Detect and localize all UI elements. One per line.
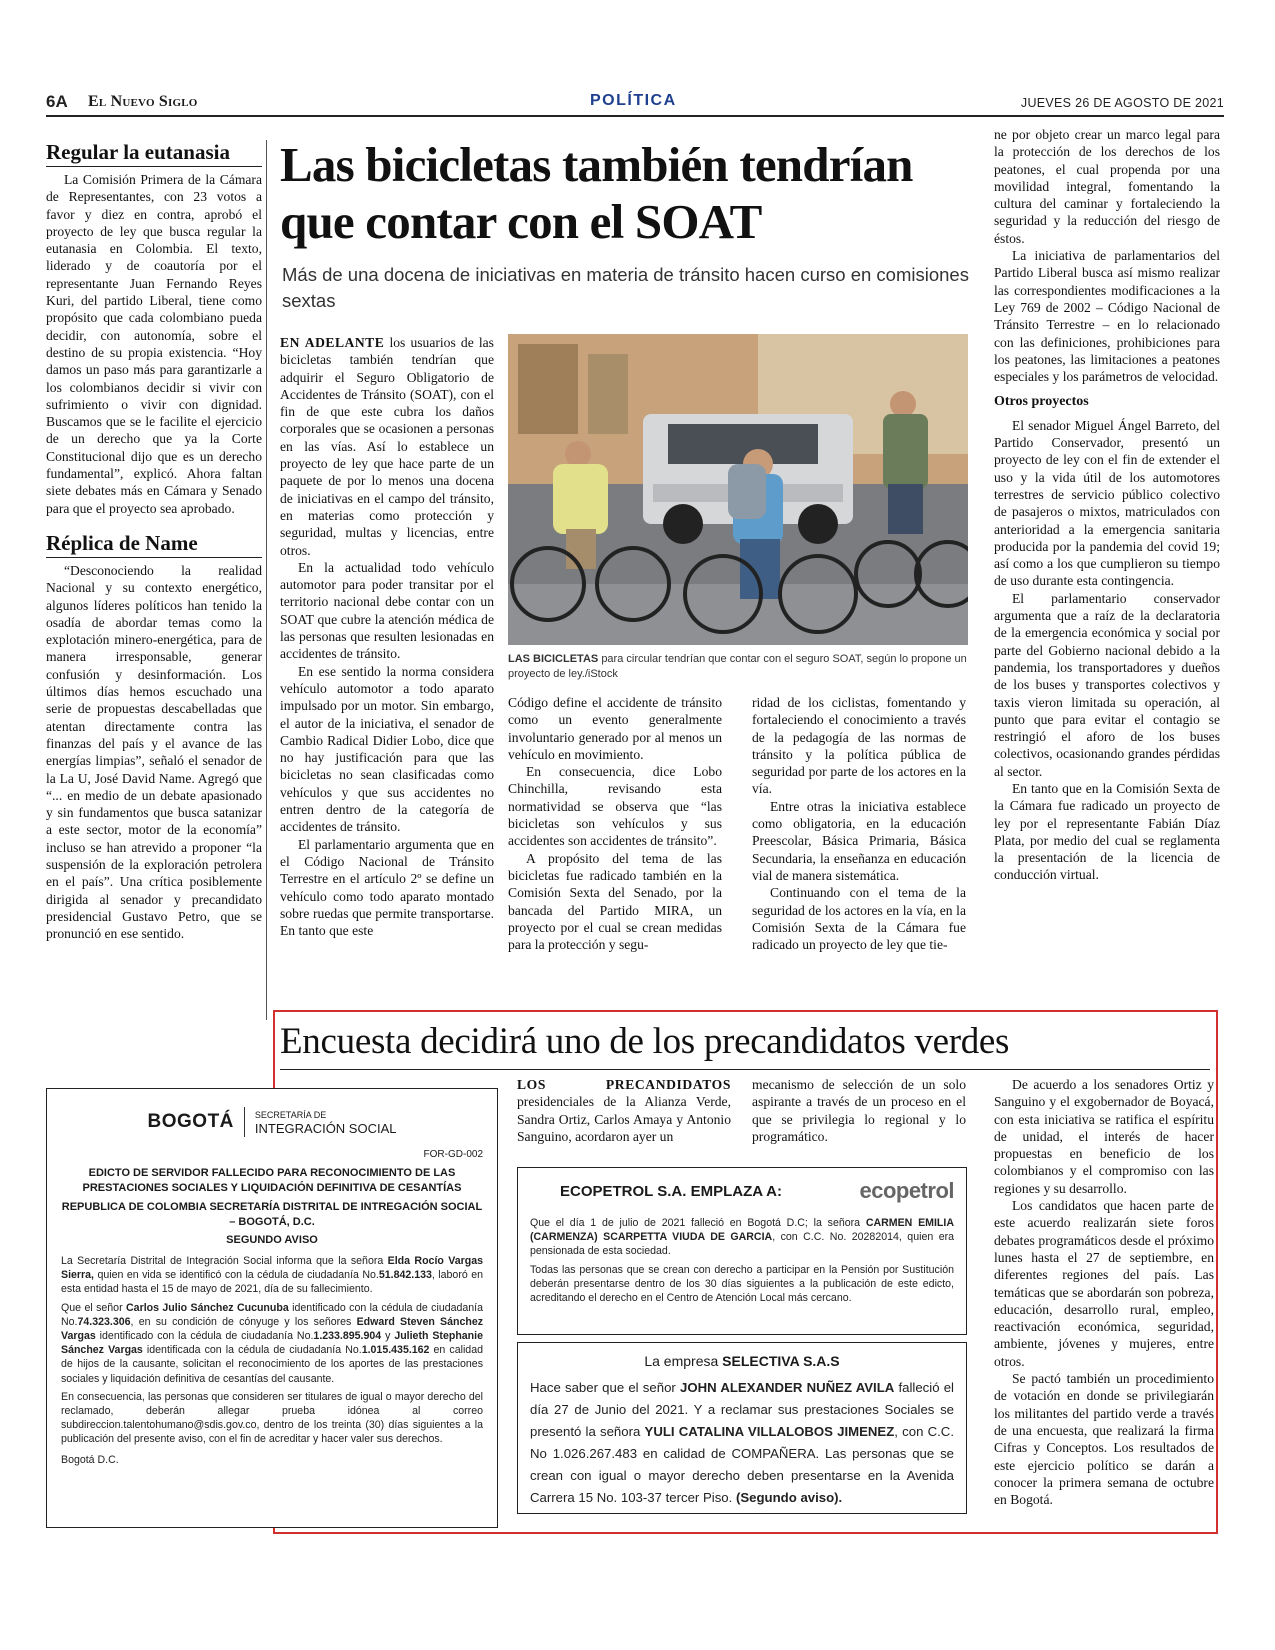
edict-city: Bogotá D.C. [61,1453,119,1466]
photo-caption: LAS BICICLETAS para circular tendrían que contar con el seguro SOAT, según lo propone un proyecto de ley./iStock [508,653,967,680]
main-col-4: ne por objeto crear un marco legal para la protección de los derechos de los peatones, el cual propenda por una movilidad integral, fomentando la cultura del caminar y fortaleciendo la seguridad y la reducción del riesgo de éstos. La iniciativa de parlamentarios del Partido Liberal busca así mismo realizar las correspondientes modificaciones a la Ley 769 de 2002 – Código Nacional de Tránsito Terrestre – en lo relacionado con las definiciones, prohibiciones para los peatones, las limitaciones a peatones especiales y los parámetros de velocidad. Otros proyectos El senador Miguel Ángel Barreto, del Partido Conservador, presentó un proyecto de ley con el fin de extender el uso y la vida útil de los automotores terrestres de servicio público colectivo de pasajeros o mixtos, matriculados con anterioridad a la emergencia sanitaria producida por la pandemia del covid 19; así como a los que cumplieron su tiempo de uso durante esta contingencia. El parlamentario conservador argumenta que a raíz de la declaratoria de la emergencia económica y social por parte del Gobierno nacional debido a la pandemia, los transportadores y dueños de los buses y transportes colectivos y taxis vieron limitada su operación, al punto que para evitar el contagio se restringió el aforo de los buses colectivos, ocasionando grandes pérdidas al sector. En tanto que en la Comisión Sexta de la Cámara fue radicado un proyecto de ley por el representante Fabián Díaz Plata, por medio del cual se reglamenta la presentación de la licencia de conducción virtual. [994,127,1220,883]
main-col-1: EN ADELANTE los usuarios de las bicicletas también tendrían que adquirir el Seguro Obligatorio de Accidentes de Tránsito (SOAT), con el fin de que este cubra los daños corporales que se ocasionen a personas en las vías. Así lo establece un proyecto de ley que hace parte de un paquete de por lo menos una docena de iniciativas en el campo del tránsito, en materias como protección y seguridad, multas y licencias, entre otros. En la actualidad todo vehículo automotor para poder transitar por el territorio nacional debe contar con un SOAT que cubre la atención médica de las personas que resulten lesionadas en accidentes de tránsito. En ese sentido la norma considera vehículo automotor a todo aparato impulsado por un motor. Sin embargo, el autor de la iniciativa, el senador de Cambio Radical Didier Lobo, dice que no hay justificación para que las bicicletas no sean clasificadas como vehículos y que sus accidentes no entren dentro de la categoría de accidentes de tránsito. El parlamentario argumenta que en el Código Nacional de Tránsito Terrestre en el artículo 2º se define un vehículo como todo aparato montado sobre ruedas que permite transportarse. En tanto que este [280,335,494,939]
left-column [46,140,262,942]
agency-name: SECRETARÍA DE INTEGRACIÓN SOCIAL [254,1110,397,1136]
ecopetrol-body: Que el día 1 de julio de 2021 falleció en Bogotá D.C; la señora CARMEN EMILIA (CARMENZA) SCARPETTA VIUDA DE GARCIA, con C.C. No. 20282014, quien era pensionada de esta sociedad. Todas las personas que se crean con derecho a participar en la Pensión por Sustitución deberán presentarse dentro de los 30 días siguientes a la publicación de este edicto, acreditando el derecho en el Centro de Atención Local más cercano. [530,1217,955,1305]
main-headline: Las bicicletas también tendrían que contar con el SOAT [280,137,913,249]
notice-bogota [46,1088,498,1528]
ecopetrol-title: ECOPETROL S.A. EMPLAZA A: [560,1182,782,1200]
header-rule [46,115,1224,117]
paper-name: El Nuevo Siglo [88,93,198,110]
story-body-name: “Desconociendo la realidad Nacional y su contexto energético, algunos líderes políticos han tenido la osadía de abordar temas como la explotación minero-energética, para de manera irresponsable, generar confusión y desinformación. Los últimos días hemos escuchado una serie de propuestas descabelladas que atentan directamente contra las finanzas del país y el avance de las energías limpias”, señaló el senador de la La U, José David Name. Agregó que “... en medio de un debate apasionado y sin fundamentos que busca satanizar a este sector, motor de la economía” incluso se han atrevido a proponer “la suspensión de la exploración petrolera en el país”. Una crítica posiblemente dirigida al senador y precandidato presidencial Gustavo Petro, que se pronunció en ese sentido. [46,562,262,942]
second-headline-rule [280,1069,1210,1070]
story-body-eutanasia: La Comisión Primera de la Cámara de Representantes, con 23 votos a favor y diez en contra, aprobó el proyecto de ley que busca regular la eutanasia en Colombia. El texto, liderado y de coautoría por el representante Juan Fernando Reyes Kuri, del partido Liberal, tiene como propósito que cada colombiano pueda decidir, con autonomía, sobre el destino de su propia existencia. “Hoy damos un paso más para garantizarle a los colombianos decidir si vivir con sufrimiento o vivir con dignidad. Buscamos que se le facilite el ejercicio de un derecho que ya la Corte Constitucional dijo que es un derecho fundamental”, explicó. Ahora faltan siete debates más en Cámara y Senado para que el proyecto sea aprobado. [46,172,262,516]
ecopetrol-logo: ecopetrol [859,1178,954,1203]
main-subhead: Más de una docena de iniciativas en materia de tránsito hacen curso en comisiones sextas [282,264,969,311]
second-lead-label: LOS PRECANDIDATOS [517,1077,731,1092]
second-col-3: De acuerdo a los senadores Ortiz y Sanguino y el exgobernador de Boyacá, con esta iniciativa se ratifica el espíritu de unidad, el interés de hacer propuestas en beneficio de los colombianos y el compromiso con las regiones y su desarrollo. Los candidatos que hacen parte de este acuerdo realizarán siete foros debates programáticos desde el próximo lunes hasta el 27 de septiembre, en diferentes regiones del país. Las temáticas que se abordarán son pobreza, educación, desarrollo rural, empleo, reactivación económica, seguridad, ambiente, jóvenes y mujeres, entre otros. Se pactó también un procedimiento de votación en donde se privilegiarán los militantes del partido verde a través de una encuesta, que realizará la firma Cifras y Conceptos. Los resultados de este ejercicio político se darán a conocer la primera semana de octubre en Bogotá. [994,1077,1214,1508]
form-code: FOR-GD-002 [423,1149,483,1160]
main-col-3: ridad de los ciclistas, fomentando y fortaleciendo el conocimiento a través de la pedagogía de las normas de tránsito y la política pública de seguridad por parte de los actores en la vía. Entre otras la iniciativa establece como obligatoria, en la educación Preescolar, Básica Primaria, Básica Secundaria, la enseñanza en educación vial de manera sistemática. Continuando con el tema de la seguridad de los actores en la vía, en la Comisión Sexta de la Cámara fue radicado un proyecto de ley que tie- [752,695,966,953]
subtitle-otros-proyectos: Otros proyectos [994,394,1089,410]
second-col-2: mecanismo de selección de un solo aspirante a través de un proceso en el que se privilegia lo regional y lo programático. [752,1077,966,1144]
story-title-name: Réplica de Name [46,531,262,558]
page-number: 6A [46,92,68,111]
left-column-divider [266,140,267,1020]
bogota-logo [61,1107,483,1137]
edict-body: La Secretaría Distrital de Integración Social informa que la señora Elda Rocío Vargas Sierra, quien en vida se identificó con la cédula de ciudadanía No.51.842.133, laboró en esta entidad hasta el 15 de mayo de 2021, día de su fallecimiento. Que el señor Carlos Julio Sánchez Cucunuba identificado con la cédula de ciudadanía No.74.323.306, en su condición de cónyuge y los señores Edward Steven Sánchez Vargas identificado con la cédula de ciudadanía No.1.233.895.904 y Julieth Stephanie Sánchez Vargas identificada con la cédula de ciudadanía No.1.015.435.162 en calidad de hijos de la causante, solicitan el reconocimiento de los aportes de las prestaciones sociales y liquidación definitiva de cesantías del causante. En consecuencia, las personas que consideren ser titulares de igual o mayor derecho del reclamado, deberán allegar prueba idónea al correo subdireccion.talentohumano@sdis.gov.co, dentro de los treinta (30) días siguientes a la publicación del presente aviso, con el fin de acreditar y hacer valer sus derechos. Bogotá D.C. [61,1255,484,1466]
selectiva-body: Hace saber que el señor JOHN ALEXANDER NUÑEZ AVILA falleció el día 27 de Junio del 2021. Y a reclamar sus prestaciones Sociales se presentó la señora YULI CATALINA VILLALOBOS JIMENEZ, con C.C. No 1.026.267.483 en calidad de COMPAÑERA. Las personas que se crean con igual o mayor derecho deben presentarse en la Avenida Carrera 15 No. 103-37 tercer Piso. (Segundo aviso). [530,1380,954,1505]
bogota-logo-text: BOGOTÁ [147,1111,234,1132]
section-label: POLÍTICA [590,92,677,109]
edict-aviso: SEGUNDO AVISO [226,1234,318,1246]
lead-label: EN ADELANTE [280,335,385,350]
page-date: JUEVES 26 DE AGOSTO DE 2021 [1020,96,1224,110]
bicycles-photo [508,334,968,645]
edict-subtitle: REPUBLICA DE COLOMBIA SECRETARÍA DISTRITAL DE INTREGACIÓN SOCIAL – BOGOTÁ, D.C. [61,1201,483,1228]
main-col-2: Código define el accidente de tránsito como un evento generalmente involuntario generado por al menos un vehículo en movimiento. En consecuencia, dice Lobo Chinchilla, revisando esta normatividad se observa que “las bicicletas son vehículos y sus accidentes son accidentes de tránsito”. A propósito del tema de las bicicletas fue radicado también en la Comisión Sexta del Senado, por la bancada del Partido MIRA, un proyecto por el cual se crean medidas para la protección y segu- [508,695,722,953]
photo-caption-label: LAS BICICLETAS [508,653,599,665]
notice-selectiva [517,1342,967,1514]
selectiva-title: La empresa SELECTIVA S.A.S [644,1353,840,1369]
story-title-eutanasia: Regular la eutanasia [46,140,262,167]
second-col-1: LOS PRECANDIDATOS presidenciales de la Alianza Verde, Sandra Ortiz, Carlos Amaya y Antonio Sanguino, acordaron ayer un [517,1077,731,1144]
second-headline: Encuesta decidirá uno de los precandidatos verdes [280,1021,1010,1062]
edict-title: EDICTO DE SERVIDOR FALLECIDO PARA RECONOCIMIENTO DE LAS PRESTACIONES SOCIALES Y LIQUIDACIÓN DEFINITIVA DE CESANTÍAS [82,1167,462,1194]
notice-ecopetrol [517,1167,967,1335]
bicycles-illustration [508,334,968,645]
